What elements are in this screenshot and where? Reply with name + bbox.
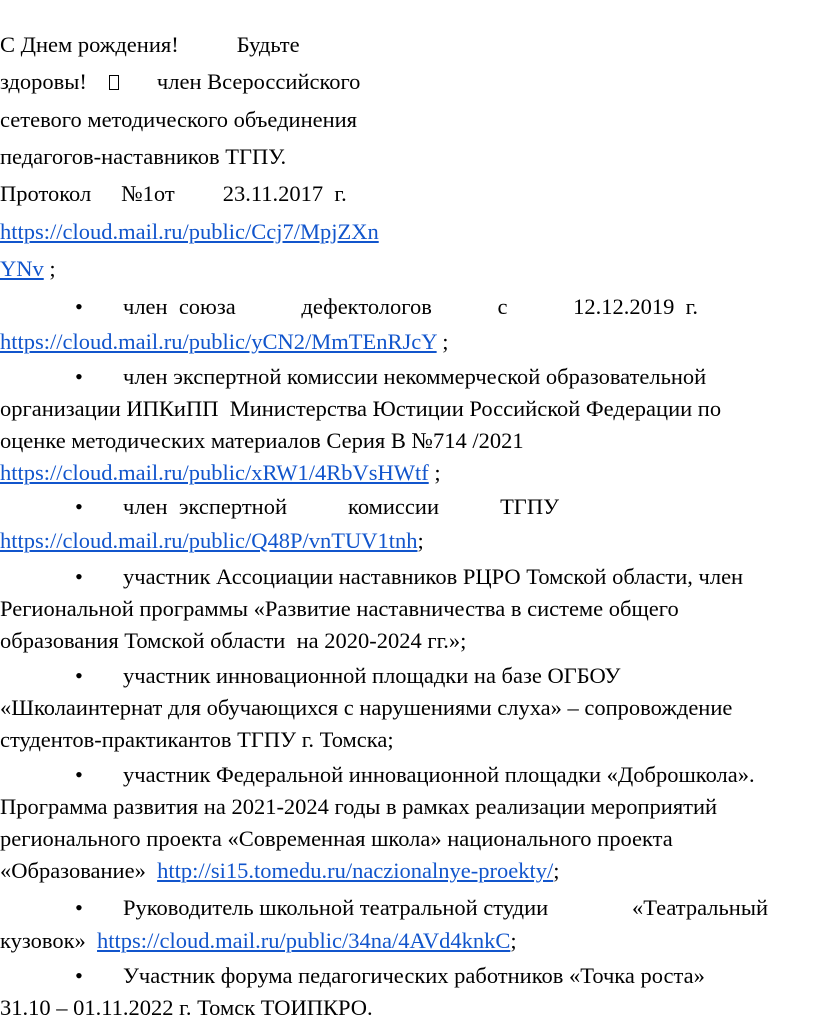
item-line: участник инновационной площадки на базе ОГБОУ bbox=[123, 663, 621, 688]
item-line: организации ИПКиПП Министерства Юстиции Российской Федерации по bbox=[0, 396, 722, 421]
item-line: участник Федеральной инновационной площадки «Доброшкола». bbox=[123, 762, 755, 787]
intro-line-3: сетевого методического объединения bbox=[0, 107, 358, 132]
projects-link[interactable]: http://si15.tomedu.ru/naczionalnye-proekty/ bbox=[157, 858, 554, 883]
item-line: образования Томской области на 2020-2024 гг.»; bbox=[0, 628, 467, 653]
commission-link[interactable]: https://cloud.mail.ru/public/xRW1/4RbVsHWtf bbox=[0, 460, 429, 485]
wish-text-2: здоровы! bbox=[0, 69, 87, 94]
semicolon: ; bbox=[49, 256, 56, 281]
protocol-link[interactable]: https://cloud.mail.ru/public/Ccj7/MpjZXn bbox=[0, 219, 379, 244]
protocol-number: №1от bbox=[121, 181, 175, 206]
item-text: комиссии bbox=[348, 494, 439, 519]
bullet-icon: • bbox=[75, 895, 83, 920]
punct: ; bbox=[510, 928, 517, 953]
item-line bbox=[123, 897, 768, 920]
bullet-icon: • bbox=[75, 564, 83, 589]
punct: ; bbox=[553, 858, 560, 883]
item-link-line bbox=[0, 530, 424, 553]
bullet-icon: • bbox=[75, 663, 83, 688]
item-line bbox=[123, 296, 698, 319]
tgpu-link[interactable]: https://cloud.mail.ru/public/Q48P/vnTUV1tnh bbox=[0, 528, 418, 553]
union-link[interactable]: https://cloud.mail.ru/public/yCN2/MmTEnRJcY bbox=[0, 329, 437, 354]
item-line: член экспертной комиссии некоммерческой образовательной bbox=[123, 364, 707, 389]
link-line-2 bbox=[0, 258, 56, 281]
item-link-line bbox=[0, 930, 517, 953]
item-line: «Школаинтернат для обучающихся с нарушениями слуха» – сопровождение bbox=[0, 695, 733, 720]
intro-line-4: педагогов-наставников ТГПУ. bbox=[0, 144, 287, 169]
item-line: 31.10 – 01.11.2022 г. Томск ТОИПКРО. bbox=[0, 995, 373, 1020]
item-text: член союза bbox=[123, 294, 236, 319]
theatre-link[interactable]: https://cloud.mail.ru/public/34na/4AVd4knkC bbox=[97, 928, 511, 953]
protocol-label: Протокол bbox=[0, 181, 92, 206]
punct: ; bbox=[417, 528, 424, 553]
item-line: Участник форума педагогических работников «Точка роста» bbox=[123, 963, 705, 988]
bullet-icon: • bbox=[75, 294, 83, 319]
item-link-line bbox=[0, 331, 449, 354]
item-line: Программа развития на 2021-2024 годы в рамках реализации мероприятий bbox=[0, 794, 718, 819]
intro-line-1 bbox=[0, 34, 300, 57]
missing-glyph-icon bbox=[109, 75, 119, 90]
punct: ; bbox=[436, 329, 449, 354]
punct: ; bbox=[428, 460, 441, 485]
item-line: участник Ассоциации наставников РЦРО Томской области, член bbox=[123, 564, 744, 589]
protocol-link-cont[interactable]: YNv bbox=[0, 256, 44, 281]
wish-text: Будьте bbox=[236, 32, 300, 57]
link-line-1 bbox=[0, 221, 379, 244]
protocol-date: 23.11.2017 г. bbox=[222, 181, 347, 206]
item-text: Руководитель школьной театральной студии bbox=[123, 895, 549, 920]
item-line: студентов-практикантов ТГПУ г. Томска; bbox=[0, 727, 394, 752]
item-line: Региональной программы «Развитие наставничества в системе общего bbox=[0, 596, 679, 621]
item-link-line bbox=[0, 462, 441, 485]
item-text: кузовок» bbox=[0, 928, 98, 953]
bullet-icon: • bbox=[75, 762, 83, 787]
item-line bbox=[123, 496, 559, 519]
item-link-line bbox=[0, 860, 560, 883]
item-line: регионального проекта «Современная школа» национального проекта bbox=[0, 826, 673, 851]
item-text: член экспертной bbox=[123, 494, 287, 519]
protocol-line bbox=[0, 183, 347, 206]
item-text: ТГПУ bbox=[500, 494, 559, 519]
item-text: «Образование» bbox=[0, 858, 158, 883]
item-text: с bbox=[497, 294, 508, 319]
membership-text: член Всероссийского bbox=[156, 69, 361, 94]
item-text: «Театральный bbox=[631, 895, 768, 920]
item-line: оценке методических материалов Серия В №714 /2021 bbox=[0, 428, 524, 453]
item-text: 12.12.2019 г. bbox=[573, 294, 698, 319]
bullet-icon: • bbox=[75, 963, 83, 988]
bullet-icon: • bbox=[75, 364, 83, 389]
item-text: дефектологов bbox=[301, 294, 432, 319]
bullet-icon: • bbox=[75, 494, 83, 519]
greeting-text: С Днем рождения! bbox=[0, 32, 179, 57]
intro-line-2 bbox=[0, 71, 360, 94]
